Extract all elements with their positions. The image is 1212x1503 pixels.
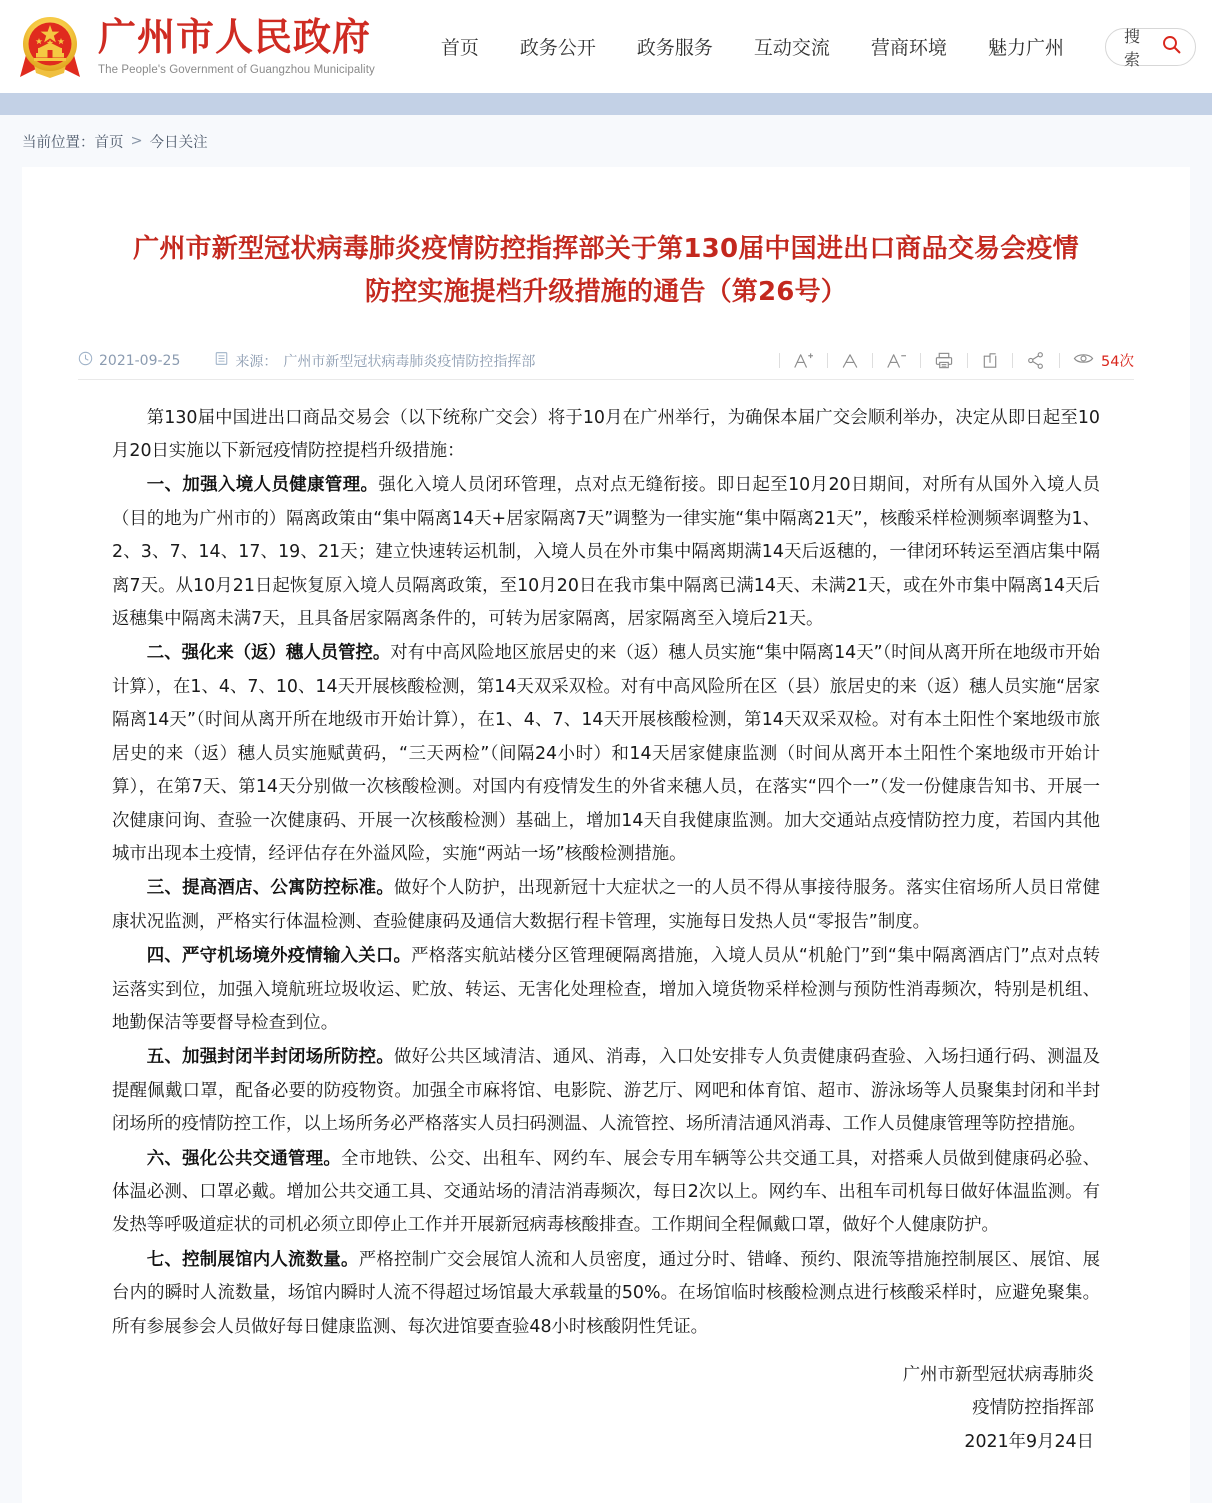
brand-title-en: The People's Government of Guangzhou Municipality bbox=[98, 63, 375, 76]
nav-item-affairs-open[interactable]: 政务公开 bbox=[519, 37, 596, 59]
article-paragraph bbox=[112, 402, 1100, 469]
search-icon[interactable] bbox=[1162, 35, 1181, 59]
header-accent-strip bbox=[0, 93, 1212, 115]
font-normal-icon[interactable] bbox=[828, 350, 872, 372]
article-source bbox=[214, 351, 535, 371]
share-icon[interactable] bbox=[1013, 350, 1059, 372]
title-block bbox=[22, 167, 1190, 313]
article-source-text: 广州市新型冠状病毒肺炎疫情防控指挥部 bbox=[283, 353, 536, 370]
paragraph-heading: 六、强化公共交通管理。 bbox=[146, 1148, 342, 1169]
view-count-text: 54次 bbox=[1101, 354, 1134, 371]
page-title: 广州市新型冠状病毒肺炎疫情防控指挥部关于第130届中国进出口商品交易会疫情防控实施提档升级措施的通告（第26号） bbox=[133, 234, 1079, 307]
site-header bbox=[0, 0, 1212, 93]
article-paragraph bbox=[112, 1244, 1100, 1344]
breadcrumb bbox=[0, 115, 1212, 167]
article-paragraph bbox=[112, 940, 1100, 1040]
paragraph-text: 做好个人防护，出现新冠十大症状之一的人员不得从事接待服务。落实住宿场所人员日常健康状况监测，严格实行体温检测、查验健康码及通信大数据行程卡管理，实施每日发热人员“零报告”制度。 bbox=[112, 878, 1100, 932]
brand-title-cn: 广州市人民政府 bbox=[98, 15, 372, 60]
article-meta-bar bbox=[78, 343, 1134, 380]
eye-icon bbox=[1073, 351, 1094, 371]
paragraph-text: 第130届中国进出口商品交易会（以下统称广交会）将于10月在广州举行，为确保本届广交会顺利举办，决定从即日起至10月20日实施以下新冠疫情防控提档升级措施： bbox=[112, 407, 1100, 462]
signature-line: 疫情防控指挥部 bbox=[972, 1398, 1094, 1419]
search-label: 搜索 bbox=[1123, 26, 1140, 69]
clock-icon bbox=[78, 351, 93, 370]
signature-line: 广州市新型冠状病毒肺炎 bbox=[902, 1365, 1094, 1385]
meta-left-group bbox=[78, 351, 535, 371]
main-navigation bbox=[441, 33, 1105, 60]
site-brand[interactable] bbox=[14, 11, 375, 83]
article-content bbox=[22, 380, 1190, 1344]
article-paragraph bbox=[112, 1143, 1100, 1243]
brand-text bbox=[98, 17, 375, 76]
view-counter bbox=[1060, 350, 1134, 371]
document-icon bbox=[214, 351, 229, 370]
paragraph-heading: 二、强化来（返）穗人员管控。 bbox=[146, 643, 391, 664]
signature-date: 2021年9月24日 bbox=[964, 1431, 1094, 1452]
article-card bbox=[22, 167, 1190, 1503]
article-paragraph bbox=[112, 469, 1100, 636]
article-paragraph bbox=[112, 1041, 1100, 1141]
paragraph-text: 强化入境人员闭环管理，点对点无缝衔接。即日起至10月20日期间，对所有从国外入境人员（目的地为广州市的）隔离政策由“集中隔离14天+居家隔离7天”调整为一律实施“集中隔离21天”，核酸采样检测频率调整为1、2、3、7、14、17、19、21天；建立快速转运机制，入境人员在外市集中隔离期满14天后返穗的，一律闭环转运至酒店集中隔离7天。从10月21日起恢复原入境人员隔离政策，至10月20日在我市集中隔离已满14天、未满21天，或在外市集中隔离14天后返穗集中隔离未满7天，且具备居家隔离条件的，可转为居家隔离，居家隔离至入境后21天。 bbox=[112, 475, 1100, 630]
paragraph-heading: 五、加强封闭半封闭场所防控。 bbox=[146, 1047, 394, 1068]
document-signature bbox=[22, 1345, 1190, 1469]
paragraph-heading: 一、加强入境人员健康管理。 bbox=[146, 475, 379, 496]
paragraph-heading: 三、提高酒店、公寓防控标准。 bbox=[146, 878, 394, 899]
breadcrumb-separator: > bbox=[130, 133, 143, 149]
nav-item-home[interactable]: 首页 bbox=[440, 37, 479, 59]
paragraph-text: 严格落实航站楼分区管理硬隔离措施，入境人员从“机舱门”到“集中隔离酒店门”点对点转运落实到位，加强入境航班垃圾收运、贮放、转运、无害化处理检查，增加入境货物采样检测与预防性消毒频次，特别是机组、地勤保洁等要督导检查到位。 bbox=[112, 946, 1100, 1033]
publish-date bbox=[78, 351, 180, 370]
paragraph-text: 对有中高风险地区旅居史的来（返）穗人员实施“集中隔离14天”（时间从离开所在地级市开始计算），在1、4、7、10、14天开展核酸检测，第14天双采双检。对有中高风险所在区（县）旅居史的来（返）穗人员实施“居家隔离14天”（时间从离开所在地级市开始计算），在1、4、7、14天开展核酸检测，第14天双采双检。对有本土阳性个案地级市旅居史的来（返）穗人员实施赋黄码，“三天两检”（间隔24小时）和14天居家健康监测（时间从离开本土阳性个案地级市开始计算），在第7天、第14天分别做一次核酸检测。对国内有疫情发生的外省来穗人员，在落实“四个一”（发一份健康告知书、开展一次健康问询、查验一次健康码、开展一次核酸检测）基础上，增加14天自我健康监测。加大交通站点疫情防控力度，若国内其他城市出现本土疫情，经评估存在外溢风险，实施“两站一场”核酸检测措施。 bbox=[112, 643, 1100, 864]
page-body bbox=[0, 115, 1212, 1503]
nav-item-business-env[interactable]: 营商环境 bbox=[870, 37, 947, 59]
search-button[interactable] bbox=[1105, 26, 1196, 69]
nav-item-charming-gz[interactable]: 魅力广州 bbox=[987, 37, 1064, 59]
paragraph-heading: 四、严守机场境外疫情输入关口。 bbox=[146, 946, 412, 967]
article-paragraph bbox=[112, 872, 1100, 939]
font-increase-icon[interactable] bbox=[780, 350, 827, 372]
article-source-label: 来源： bbox=[235, 353, 278, 370]
breadcrumb-link-current[interactable]: 今日关注 bbox=[149, 134, 208, 151]
nav-item-interaction[interactable]: 互动交流 bbox=[753, 37, 830, 59]
export-icon[interactable] bbox=[968, 350, 1012, 372]
national-emblem-icon bbox=[14, 11, 86, 83]
publish-date-text: 2021-09-25 bbox=[99, 352, 181, 369]
paragraph-text: 全市地铁、公交、出租车、网约车、展会专用车辆等公共交通工具，对搭乘人员做到健康码必验、体温必测、口罩必戴。增加公共交通工具、交通站场的清洁消毒频次，每日2次以上。网约车、出租车司机每日做好体温监测。有发热等呼吸道症状的司机必须立即停止工作并开展新冠病毒核酸排查。工作期间全程佩戴口罩，做好个人健康防护。 bbox=[112, 1148, 1100, 1236]
paragraph-heading: 七、控制展馆内人流数量。 bbox=[146, 1249, 359, 1270]
article-paragraph bbox=[112, 637, 1100, 871]
nav-item-affairs-service[interactable]: 政务服务 bbox=[636, 37, 713, 59]
print-icon[interactable] bbox=[921, 350, 967, 372]
breadcrumb-link-home[interactable]: 首页 bbox=[94, 134, 124, 151]
article-tools bbox=[779, 350, 1134, 372]
paragraph-text: 严格控制广交会展馆人流和人员密度，通过分时、错峰、预约、限流等措施控制展区、展馆、展台内的瞬时人流数量，场馆内瞬时人流不得超过场馆最大承载量的50%。在场馆临时核酸检测点进行核酸采样时，应避免聚集。所有参展参会人员做好每日健康监测、每次进馆要查验48小时核酸阴性凭证。 bbox=[112, 1249, 1100, 1337]
paragraph-text: 做好公共区域清洁、通风、消毒，入口处安排专人负责健康码查验、入场扫通行码、测温及提醒佩戴口罩，配备必要的防疫物资。加强全市麻将馆、电影院、游艺厅、网吧和体育馆、超市、游泳场等人员聚集封闭和半封闭场所的疫情防控工作，以上场所务必严格落实人员扫码测温、人流管控、场所清洁通风消毒、工作人员健康管理等防控措施。 bbox=[112, 1047, 1100, 1135]
font-decrease-icon[interactable] bbox=[873, 350, 920, 372]
breadcrumb-prefix: 当前位置： bbox=[22, 134, 95, 151]
